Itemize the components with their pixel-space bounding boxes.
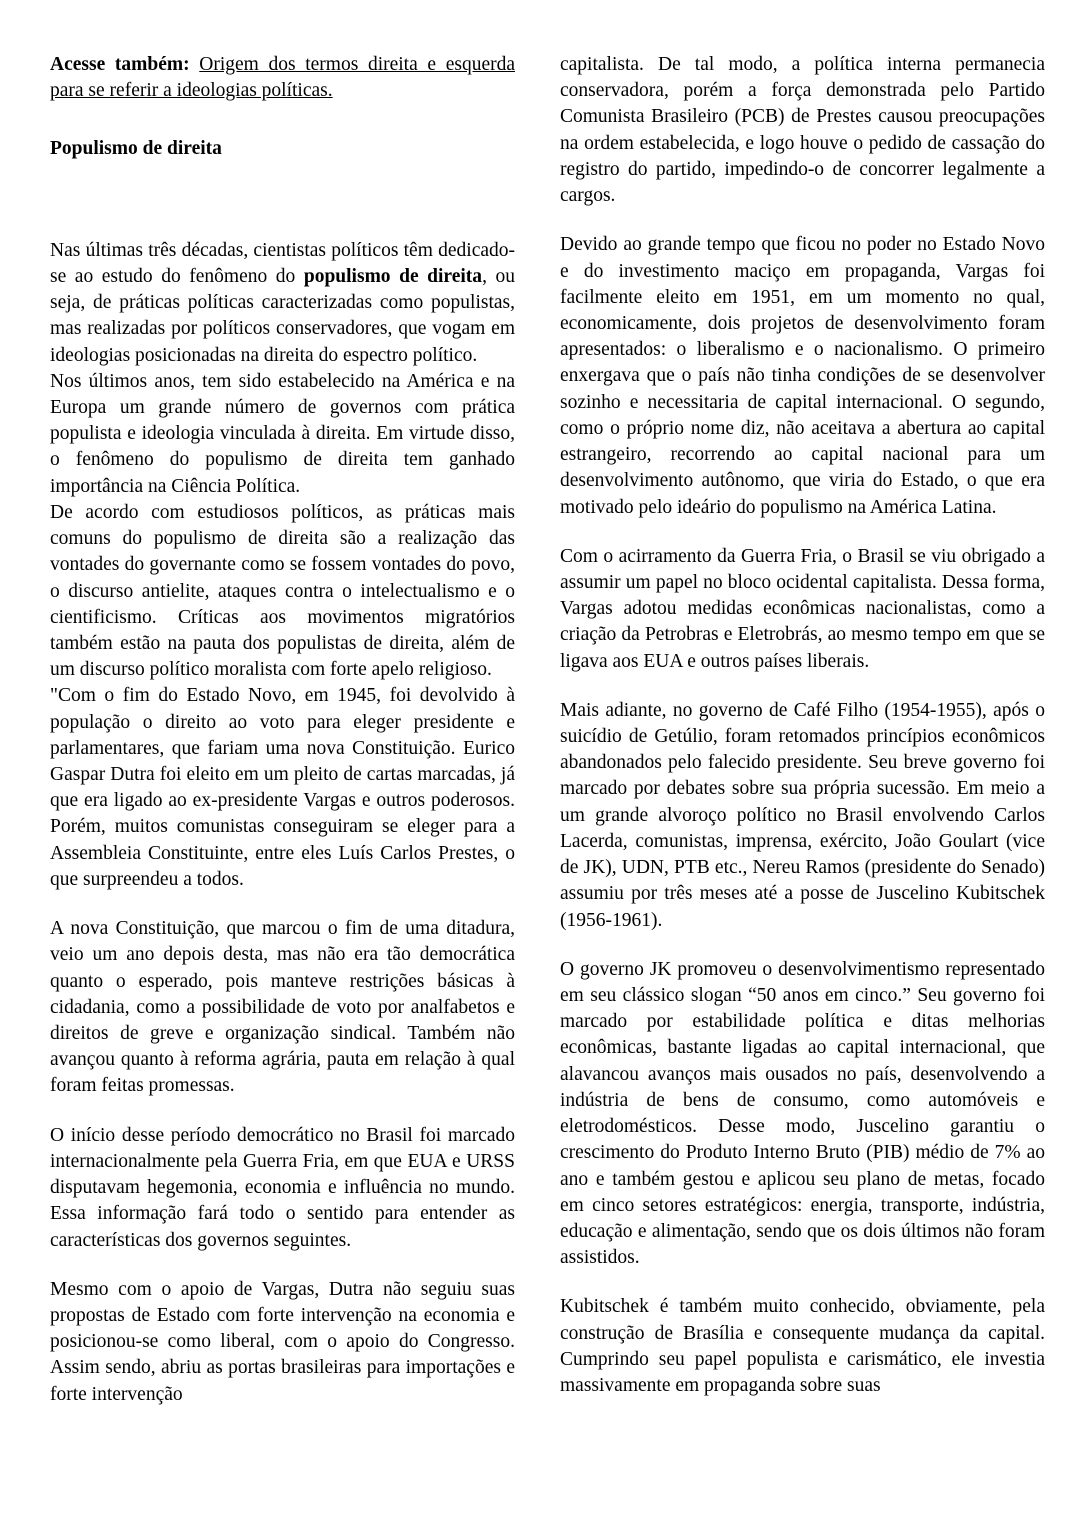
section-heading: Populismo de direita [50,138,222,160]
access-also-lead [50,52,515,104]
related-article-link[interactable]: Origem dos termos direita e esquerda para se referir a ideologias políticas. [50,54,516,102]
paragraph-left-1 [50,238,515,369]
paragraph-left-4: "Com o fim do Estado Novo, em 1945, foi devolvido à população o direito ao voto para eleger presidente e parlamentares, que fariam uma nova Constituição. Eurico Gaspar Dutra foi eleito em um pleito de cartas marcadas, já que era ligado ao ex-presidente Vargas e outros poderosos. Porém, muitos comunistas conseguiram se eleger para a Assembleia Constituinte, entre eles Luís Carlos Prestes, o que surpreendeu a todos. [50,685,515,890]
paragraph-right-2: Devido ao grande tempo que ficou no poder no Estado Novo e do investimento maciço em propaganda, Vargas foi facilmente eleito em 1951, em um momento no qual, economicamente, dois projetos de desenvolvimento foram apresentados: o liberalismo e o nacionalismo. O primeiro enxergava que o país não tinha condições de se desenvolver sozinho e necessitaria de capital internacional. O segundo, como o próprio nome diz, não aceitava a abertura ao capital estrangeiro, recorrendo ao capital nacional para um desenvolvimento autônomo, que viria do Estado, o que era motivado pelo ideário do populismo na América Latina. [560,234,1045,518]
right-column [560,52,1045,1399]
paragraph-segment-text: , ou seja, de práticas políticas caracterizadas como populistas, mas realizadas por políticos conservadores, que vogam em ideologias posicionadas na direita do espectro político. [50,265,515,366]
paragraph-left-7: Mesmo com o apoio de Vargas, Dutra não seguiu suas propostas de Estado com forte intervenção na economia e posicionou-se como liberal, com o apoio do Congresso. Assim sendo, abriu as portas brasileiras para importações e forte intervenção [50,1278,515,1405]
paragraph-left-2: Nos últimos anos, tem sido estabelecido na América e na Europa um grande número de governos com prática populista e ideologia vinculada à direita. Em virtude disso, o fenômeno do populismo de direita tem ganhado importância na Ciência Política. [50,370,515,497]
paragraph-left-5: A nova Constituição, que marcou o fim de uma ditadura, veio um ano depois desta, mas não era tão democrática quanto o esperado, pois manteve restrições básicas à cidadania, como a possibilidade de voto por analfabetos e direitos de greve e organização sindical. Também não avançou quanto à reforma agrária, pauta em relação à qual foram feitas promessas. [50,918,515,1097]
paragraph-right-3: Com o acirramento da Guerra Fria, o Brasil se viu obrigado a assumir um papel no bloco ocidental capitalista. Dessa forma, Vargas adotou medidas econômicas nacionalistas, como a criação da Petrobras e Eletrobrás, ao mesmo tempo em que se ligava aos EUA e outros países liberais. [560,545,1045,672]
two-column-body [50,52,1045,1408]
paragraph-segment-text: Nas últimas três décadas, cientistas políticos têm dedicado-se ao estudo do fenômeno do [50,239,515,287]
paragraph-right-5: O governo JK promoveu o desenvolvimentismo representado em seu clássico slogan “50 anos em cinco.” Seu governo foi marcado por estabilidade política e ditas melhorias econômicas, bastante ligadas ao capital internacional, que alavancou avanços mais ousados no país, desenvolvendo a indústria de bens de consumo, como automóveis e eletrodomésticos. Desse modo, Juscelino garantiu o crescimento do Produto Interno Bruto (PIB) médio de 7% ao ano e também gestou e aplicou seu plano de metas, focado em cinco setores estratégicos: energia, transporte, indústria, educação e alimentação, sendo que os dois últimos não foram assistidos. [560,958,1045,1269]
paragraph-right-1: capitalista. De tal modo, a política interna permanecia conservadora, porém a força demonstrada pelo Partido Comunista Brasileiro (PCB) de Prestes causou preocupações na ordem estabelecida, e logo houve o pedido de cassação do registro do partido, impedindo-o de concorrer legalmente a cargos. [560,54,1045,207]
paragraph-segment-bold: populismo de direita [303,265,483,287]
access-also-label: Acesse também: [50,54,190,75]
paragraph-left-6: O início desse período democrático no Brasil foi marcado internacionalmente pela Guerra Fria, em que EUA e URSS disputavam hegemonia, economia e influência no mundo. Essa informação fará todo o sentido para entender as características dos governos seguintes. [50,1124,515,1251]
paragraph-left-3: De acordo com estudiosos políticos, as práticas mais comuns do populismo de direita são a realização das vontades do governante como se fossem vontades do povo, o discurso antielite, ataques contra o intelectualismo e o cientificismo. Críticas aos movimentos migratórios também estão na pauta dos populistas de direita, além de um discurso político moralista com forte apelo religioso. [50,501,515,681]
heading-spacer [50,163,515,215]
left-column [50,52,515,1408]
paragraph-right-4: Mais adiante, no governo de Café Filho (1954-1955), após o suicídio de Getúlio, foram retomados princípios econômicos abandonados pelo falecido presidente. Seu breve governo foi marcado por debates sobre sua própria sucessão. Em meio a um grande alvoroço político no Brasil envolvendo Carlos Lacerda, comunistas, imprensa, exército, João Goulart (vice de JK), UDN, PTB etc., Nereu Ramos (presidente do Senado) assumiu por três meses até a posse de Juscelino Kubitschek (1956-1961). [560,699,1045,931]
paragraph-right-6: Kubitschek é também muito conhecido, obviamente, pela construção de Brasília e consequente mudança da capital. Cumprindo seu papel populista e carismático, ele investia massivamente em propaganda sobre suas [560,1296,1045,1397]
